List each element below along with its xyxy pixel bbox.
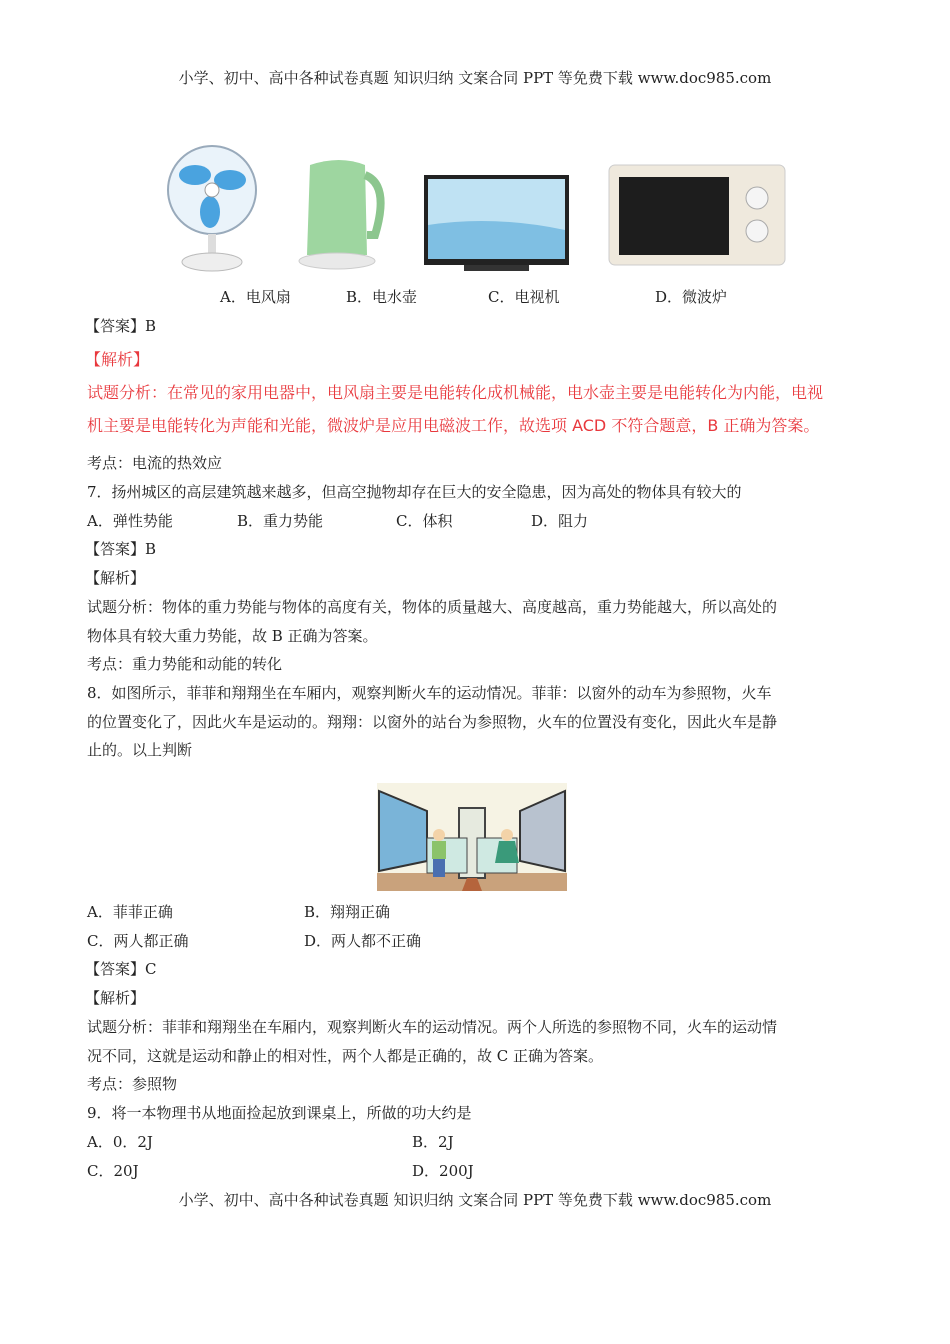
q7-answer: 【答案】B [85, 540, 157, 558]
microwave-oven-image [607, 163, 787, 270]
q7-option-c: C．体积 [396, 512, 453, 530]
q6-analysis-title: 【解析】 [85, 350, 150, 369]
q6-analysis-line: 机主要是电能转化为声能和光能，微波炉是应用电磁波工作，故选项 ACD 不符合题意，B 正确为答案。 [87, 416, 820, 435]
q7-option-b: B．重力势能 [237, 512, 324, 530]
q8-analysis-line: 况不同，这就是运动和静止的相对性，两个人都是正确的，故 C 正确为答案。 [87, 1047, 604, 1065]
q8-question-line: 8．如图所示，菲菲和翔翔坐在车厢内，观察判断火车的运动情况。菲菲：以窗外的动车为参照物，火车 [87, 684, 772, 702]
q8-option-b: B．翔翔正确 [304, 903, 391, 921]
q7-option-a: A．弹性势能 [87, 512, 173, 530]
q8-option-d: D．两人都不正确 [304, 932, 422, 950]
q9-question: 9．将一本物理书从地面捡起放到课桌上，所做的功大约是 [87, 1104, 472, 1122]
q8-question-line: 的位置变化了，因此火车是运动的。翔翔：以窗外的站台为参照物，火车的位置没有变化，因此火车是静 [87, 713, 778, 731]
q6-option-b: B．电水壶 [346, 288, 418, 306]
q6-point: 考点：电流的热效应 [87, 454, 223, 472]
q8-point: 考点：参照物 [87, 1075, 178, 1093]
q9-option-b: B．2J [412, 1133, 454, 1151]
train-carriage-illustration [377, 783, 567, 891]
q7-question: 7．扬州城区的高层建筑越来越多，但高空抛物却存在巨大的安全隐患，因为高处的物体具有较大的 [87, 483, 742, 501]
q8-option-c: C．两人都正确 [87, 932, 189, 950]
q7-option-d: D．阻力 [531, 512, 589, 530]
q6-option-c: C．电视机 [488, 288, 560, 306]
electric-kettle-image [295, 155, 390, 273]
electric-fan-image [165, 140, 260, 275]
q7-analysis-title: 【解析】 [85, 569, 146, 587]
q6-analysis-line: 试题分析：在常见的家用电器中，电风扇主要是电能转化成机械能，电水壶主要是电能转化为内能，电视 [87, 383, 824, 402]
page-header: 小学、初中、高中各种试卷真题 知识归纳 文案合同 PPT 等免费下载 www.doc985.com [178, 69, 772, 87]
q6-option-d: D．微波炉 [655, 288, 728, 306]
q7-point: 考点：重力势能和动能的转化 [87, 655, 283, 673]
q9-option-d: D．200J [412, 1162, 474, 1180]
q6-answer: 【答案】B [85, 317, 157, 335]
q8-question-line: 止的。以上判断 [87, 741, 193, 759]
television-image [424, 175, 569, 275]
q8-answer: 【答案】C [85, 960, 157, 978]
q7-analysis-line: 试题分析：物体的重力势能与物体的高度有关，物体的质量越大、高度越高，重力势能越大，所以高处的 [87, 598, 778, 616]
q9-option-c: C．20J [87, 1162, 139, 1180]
q8-analysis-title: 【解析】 [85, 989, 146, 1007]
q7-analysis-line: 物体具有较大重力势能，故 B 正确为答案。 [87, 627, 378, 645]
q9-option-a: A．0．2J [87, 1133, 153, 1151]
page-footer: 小学、初中、高中各种试卷真题 知识归纳 文案合同 PPT 等免费下载 www.doc985.com [178, 1191, 772, 1209]
q8-analysis-line: 试题分析：菲菲和翔翔坐在车厢内，观察判断火车的运动情况。两个人所选的参照物不同，火车的运动情 [87, 1018, 778, 1036]
q6-option-a: A．电风扇 [220, 288, 291, 306]
q8-option-a: A．菲菲正确 [87, 903, 173, 921]
